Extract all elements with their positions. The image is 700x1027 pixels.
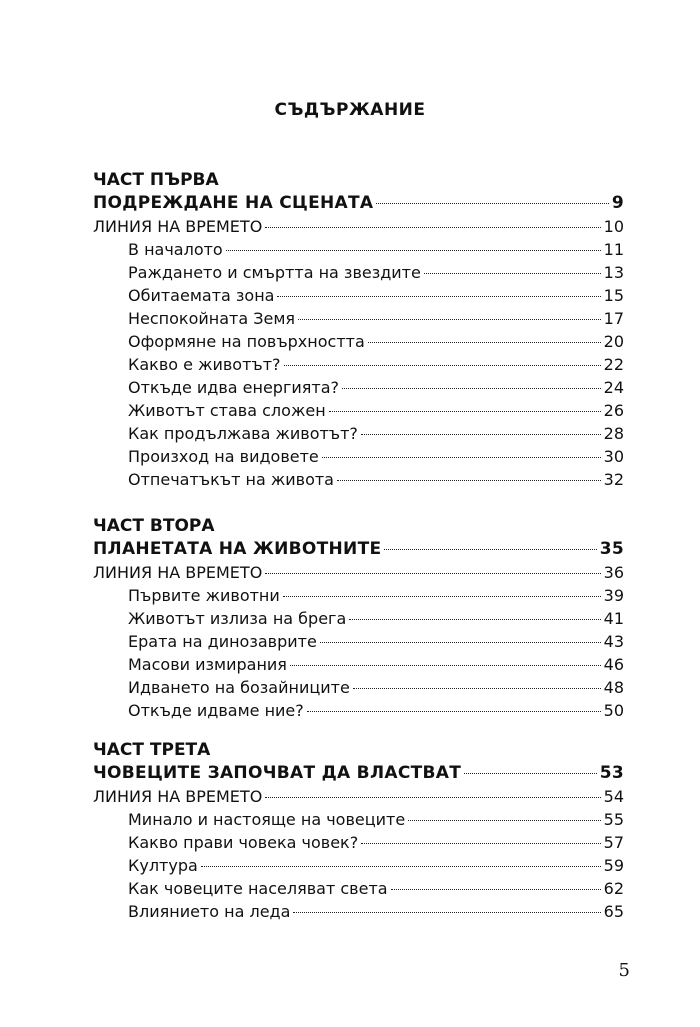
toc-entry-title: Произход на видовете <box>128 447 319 466</box>
toc-page-number: 55 <box>603 810 624 829</box>
dot-leader <box>290 665 601 666</box>
toc-entry[interactable] <box>93 699 624 722</box>
toc-entry-title: Как човеците населяват света <box>128 879 388 898</box>
toc-page-number: 41 <box>603 609 624 628</box>
part-two <box>93 514 624 722</box>
toc-heading-title: ЧОВЕЦИТЕ ЗАПОЧВАТ ДА ВЛАСТВАТ <box>93 763 462 783</box>
dot-leader <box>391 889 601 890</box>
toc-entry[interactable] <box>93 584 624 607</box>
toc-entry-title: Как продължава животът? <box>128 424 358 443</box>
toc-page-number: 57 <box>603 833 624 852</box>
toc-page-number: 10 <box>603 217 624 236</box>
toc-page-number: 59 <box>603 856 624 875</box>
toc-entry[interactable] <box>93 376 624 399</box>
dot-leader <box>265 797 600 798</box>
dot-leader <box>353 688 601 689</box>
dot-leader <box>320 642 601 643</box>
part-one <box>93 168 624 491</box>
dot-leader <box>322 457 601 458</box>
part-label: ЧАСТ ПЪРВА <box>93 170 219 190</box>
toc-entry[interactable] <box>93 284 624 307</box>
dot-leader <box>408 820 600 821</box>
toc-heading-title: ПЛАНЕТАТА НА ЖИВОТНИТЕ <box>93 539 382 559</box>
toc-entry[interactable] <box>93 307 624 330</box>
toc-entry-title: Какво прави човека човек? <box>128 833 359 852</box>
page-number: 5 <box>618 960 630 981</box>
toc-heading-row[interactable] <box>93 192 624 215</box>
toc-entry[interactable] <box>93 653 624 676</box>
part-label: ЧАСТ ВТОРА <box>93 516 215 536</box>
dot-leader <box>464 773 597 774</box>
toc-entry-title: Животът става сложен <box>128 401 326 420</box>
toc-heading-row[interactable] <box>93 762 624 785</box>
toc-entry-title: Неспокойната Земя <box>128 309 296 328</box>
toc-heading-row[interactable] <box>93 538 624 561</box>
toc-entry-title: Какво е животът? <box>128 355 281 374</box>
toc-entry-title: Раждането и смъртта на звездите <box>128 263 421 282</box>
dot-leader <box>293 912 600 913</box>
toc-entry-title: Откъде идва енергията? <box>128 378 340 397</box>
toc-entry-title: Оформяне на повърхността <box>128 332 365 351</box>
toc-page-number: 36 <box>603 563 624 582</box>
toc-entry-title: В началото <box>128 240 223 259</box>
toc-entry[interactable] <box>93 854 624 877</box>
toc-entry[interactable] <box>93 238 624 261</box>
toc-entry[interactable] <box>93 877 624 900</box>
dot-leader <box>376 203 609 204</box>
toc-heading-title: ПОДРЕЖДАНЕ НА СЦЕНАТА <box>93 193 374 213</box>
toc-timeline-title: ЛИНИЯ НА ВРЕМЕТО <box>93 217 263 236</box>
toc-entry[interactable] <box>93 261 624 284</box>
toc-page-number: 15 <box>603 286 624 305</box>
toc-page-number: 35 <box>599 539 624 559</box>
dot-leader <box>384 549 596 550</box>
toc-entry-title: Отпечатъкът на живота <box>128 470 334 489</box>
toc-entry-title: Животът излиза на брега <box>128 609 347 628</box>
toc-page-number: 24 <box>603 378 624 397</box>
toc-page-number: 53 <box>599 763 624 783</box>
toc-page-number: 11 <box>603 240 624 259</box>
dot-leader <box>424 273 601 274</box>
dot-leader <box>361 434 601 435</box>
toc-page-number: 13 <box>603 263 624 282</box>
dot-leader <box>201 866 601 867</box>
toc-entry[interactable] <box>93 399 624 422</box>
toc-page-number: 26 <box>603 401 624 420</box>
toc-page-number: 22 <box>603 355 624 374</box>
part-three <box>93 738 624 923</box>
toc-entry[interactable] <box>93 468 624 491</box>
toc-timeline-title: ЛИНИЯ НА ВРЕМЕТО <box>93 787 263 806</box>
dot-leader <box>284 365 601 366</box>
dot-leader <box>368 342 601 343</box>
toc-entry-title: Обитаемата зона <box>128 286 275 305</box>
toc-page-number: 50 <box>603 701 624 720</box>
toc-entry-title: Ерата на динозаврите <box>128 632 317 651</box>
toc-entry[interactable] <box>93 445 624 468</box>
toc-entry-title: Масови измирания <box>128 655 287 674</box>
toc-entry-title: Идването на бозайниците <box>128 678 350 697</box>
toc-page-number: 30 <box>603 447 624 466</box>
toc-entry[interactable] <box>93 630 624 653</box>
dot-leader <box>265 573 600 574</box>
toc-timeline-title: ЛИНИЯ НА ВРЕМЕТО <box>93 563 263 582</box>
toc-page-number: 17 <box>603 309 624 328</box>
toc-page-number: 20 <box>603 332 624 351</box>
toc-page-number: 43 <box>603 632 624 651</box>
dot-leader <box>361 843 600 844</box>
toc-entry[interactable] <box>93 330 624 353</box>
toc-page-number: 28 <box>603 424 624 443</box>
toc-page-number: 32 <box>603 470 624 489</box>
toc-entry[interactable] <box>93 900 624 923</box>
dot-leader <box>265 227 600 228</box>
dot-leader <box>283 596 601 597</box>
toc-page-number: 48 <box>603 678 624 697</box>
toc-entry[interactable] <box>93 808 624 831</box>
dot-leader <box>226 250 601 251</box>
toc-page-number: 65 <box>603 902 624 921</box>
toc-entry[interactable] <box>93 831 624 854</box>
toc-entry[interactable] <box>93 353 624 376</box>
dot-leader <box>329 411 601 412</box>
toc-entry-title: Минало и настояще на човеците <box>128 810 406 829</box>
toc-page-number: 9 <box>611 193 624 213</box>
dot-leader <box>337 480 601 481</box>
page-title: СЪДЪРЖАНИЕ <box>274 100 426 120</box>
toc-page-number: 54 <box>603 787 624 806</box>
toc-timeline-row[interactable] <box>93 561 624 584</box>
toc-page-number: 62 <box>603 879 624 898</box>
toc-entry[interactable] <box>93 422 624 445</box>
toc-timeline-row[interactable] <box>93 215 624 238</box>
toc-entry-title: Култура <box>128 856 198 875</box>
toc-page-number: 39 <box>603 586 624 605</box>
toc-entry-title: Откъде идваме ние? <box>128 701 304 720</box>
toc-timeline-row[interactable] <box>93 785 624 808</box>
toc-page-number: 46 <box>603 655 624 674</box>
toc-entry[interactable] <box>93 676 624 699</box>
dot-leader <box>277 296 600 297</box>
dot-leader <box>307 711 601 712</box>
dot-leader <box>342 388 601 389</box>
toc-entry-title: Влиянието на леда <box>128 902 291 921</box>
part-label: ЧАСТ ТРЕТА <box>93 740 211 760</box>
toc-entry-title: Първите животни <box>128 586 280 605</box>
toc-entry[interactable] <box>93 607 624 630</box>
dot-leader <box>349 619 600 620</box>
dot-leader <box>298 319 601 320</box>
